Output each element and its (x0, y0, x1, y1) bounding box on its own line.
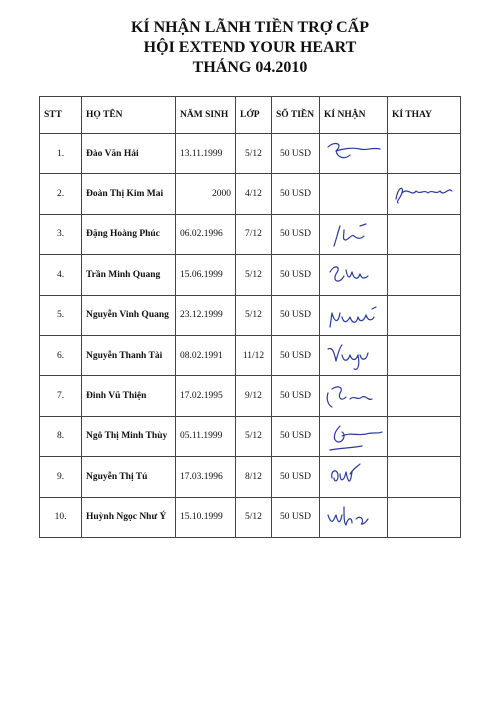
row-dob: 17.02.1995 (176, 376, 236, 416)
signature-mark (322, 460, 386, 494)
row-name: Đinh Vũ Thiện (82, 376, 176, 416)
row-name: Đào Văn Hải (82, 134, 176, 174)
row-amount: 50 USD (272, 457, 320, 497)
row-name: Ngô Thị Minh Thùy (82, 416, 176, 456)
header-name: HỌ TÊN (82, 97, 176, 134)
table-row (40, 255, 461, 295)
row-amount: 50 USD (272, 134, 320, 174)
row-proxy (388, 376, 461, 416)
row-signature (320, 174, 388, 214)
proxy-signature-mark (390, 177, 458, 211)
row-class: 5/12 (236, 255, 272, 295)
table-header-row (40, 97, 461, 134)
allowance-table (39, 96, 461, 538)
period-label: THÁNG 04.2010 (192, 59, 308, 76)
row-proxy (388, 416, 461, 456)
signature-mark (322, 379, 386, 413)
row-name: Trần Minh Quang (82, 255, 176, 295)
table-row (40, 416, 461, 456)
table-row (40, 376, 461, 416)
signature-mark (322, 299, 386, 333)
row-name: Nguyễn Vinh Quang (82, 295, 176, 335)
row-stt: 4. (40, 255, 82, 295)
row-class: 5/12 (236, 295, 272, 335)
row-amount: 50 USD (272, 497, 320, 537)
signature-mark (322, 420, 386, 454)
row-dob: 05.11.1999 (176, 416, 236, 456)
row-amount: 50 USD (272, 174, 320, 214)
row-stt: 2. (40, 174, 82, 214)
row-class: 5/12 (236, 134, 272, 174)
row-proxy (388, 497, 461, 537)
row-proxy (388, 457, 461, 497)
row-amount: 50 USD (272, 214, 320, 254)
row-dob: 2000 (176, 174, 236, 214)
row-class: 7/12 (236, 214, 272, 254)
row-dob: 15.06.1999 (176, 255, 236, 295)
signature-mark (322, 218, 386, 252)
header-signature: KÍ NHẬN (320, 97, 388, 134)
row-signature (320, 335, 388, 375)
row-amount: 50 USD (272, 376, 320, 416)
table-row (40, 134, 461, 174)
row-stt: 10. (40, 497, 82, 537)
row-stt: 9. (40, 457, 82, 497)
row-dob: 08.02.1991 (176, 335, 236, 375)
row-class: 9/12 (236, 376, 272, 416)
table-row (40, 497, 461, 537)
row-proxy (388, 174, 461, 214)
row-dob: 23.12.1999 (176, 295, 236, 335)
row-dob: 17.03.1996 (176, 457, 236, 497)
row-signature (320, 457, 388, 497)
table-row (40, 457, 461, 497)
row-stt: 7. (40, 376, 82, 416)
row-proxy (388, 295, 461, 335)
row-signature (320, 255, 388, 295)
row-amount: 50 USD (272, 295, 320, 335)
row-class: 4/12 (236, 174, 272, 214)
row-stt: 1. (40, 134, 82, 174)
row-name: Đoàn Thị Kim Mai (82, 174, 176, 214)
header-amount: SỐ TIỀN (272, 97, 320, 134)
row-amount: 50 USD (272, 416, 320, 456)
row-proxy (388, 214, 461, 254)
header-class: LỚP (236, 97, 272, 134)
row-name: Đặng Hoàng Phúc (82, 214, 176, 254)
table-row (40, 214, 461, 254)
row-class: 8/12 (236, 457, 272, 497)
row-stt: 3. (40, 214, 82, 254)
row-amount: 50 USD (272, 255, 320, 295)
row-stt: 8. (40, 416, 82, 456)
document-title: KÍ NHẬN LÃNH TIỀN TRỢ CẤP (130, 19, 370, 36)
row-proxy (388, 255, 461, 295)
row-name: Nguyễn Thị Tú (82, 457, 176, 497)
signature-mark (322, 501, 386, 535)
row-class: 11/12 (236, 335, 272, 375)
row-signature (320, 134, 388, 174)
table-row (40, 174, 461, 214)
row-signature (320, 214, 388, 254)
row-signature (320, 497, 388, 537)
row-signature (320, 376, 388, 416)
row-signature (320, 295, 388, 335)
row-class: 5/12 (236, 497, 272, 537)
row-class: 5/12 (236, 416, 272, 456)
header-dob: NĂM SINH (176, 97, 236, 134)
row-name: Huỳnh Ngọc Như Ý (82, 497, 176, 537)
signature-mark (322, 258, 386, 292)
row-stt: 6. (40, 335, 82, 375)
row-dob: 15.10.1999 (176, 497, 236, 537)
row-name: Nguyễn Thanh Tài (82, 335, 176, 375)
table-row (40, 335, 461, 375)
header-proxy: KÍ THAY (388, 97, 461, 134)
organization-name: HỘI EXTEND YOUR HEART (143, 39, 357, 56)
table-row (40, 295, 461, 335)
row-signature (320, 416, 388, 456)
signature-mark (322, 137, 386, 171)
row-amount: 50 USD (272, 335, 320, 375)
row-stt: 5. (40, 295, 82, 335)
header-stt: STT (40, 97, 82, 134)
row-proxy (388, 134, 461, 174)
row-dob: 06.02.1996 (176, 214, 236, 254)
row-dob: 13.11.1999 (176, 134, 236, 174)
signature-mark (322, 339, 386, 373)
row-proxy (388, 335, 461, 375)
